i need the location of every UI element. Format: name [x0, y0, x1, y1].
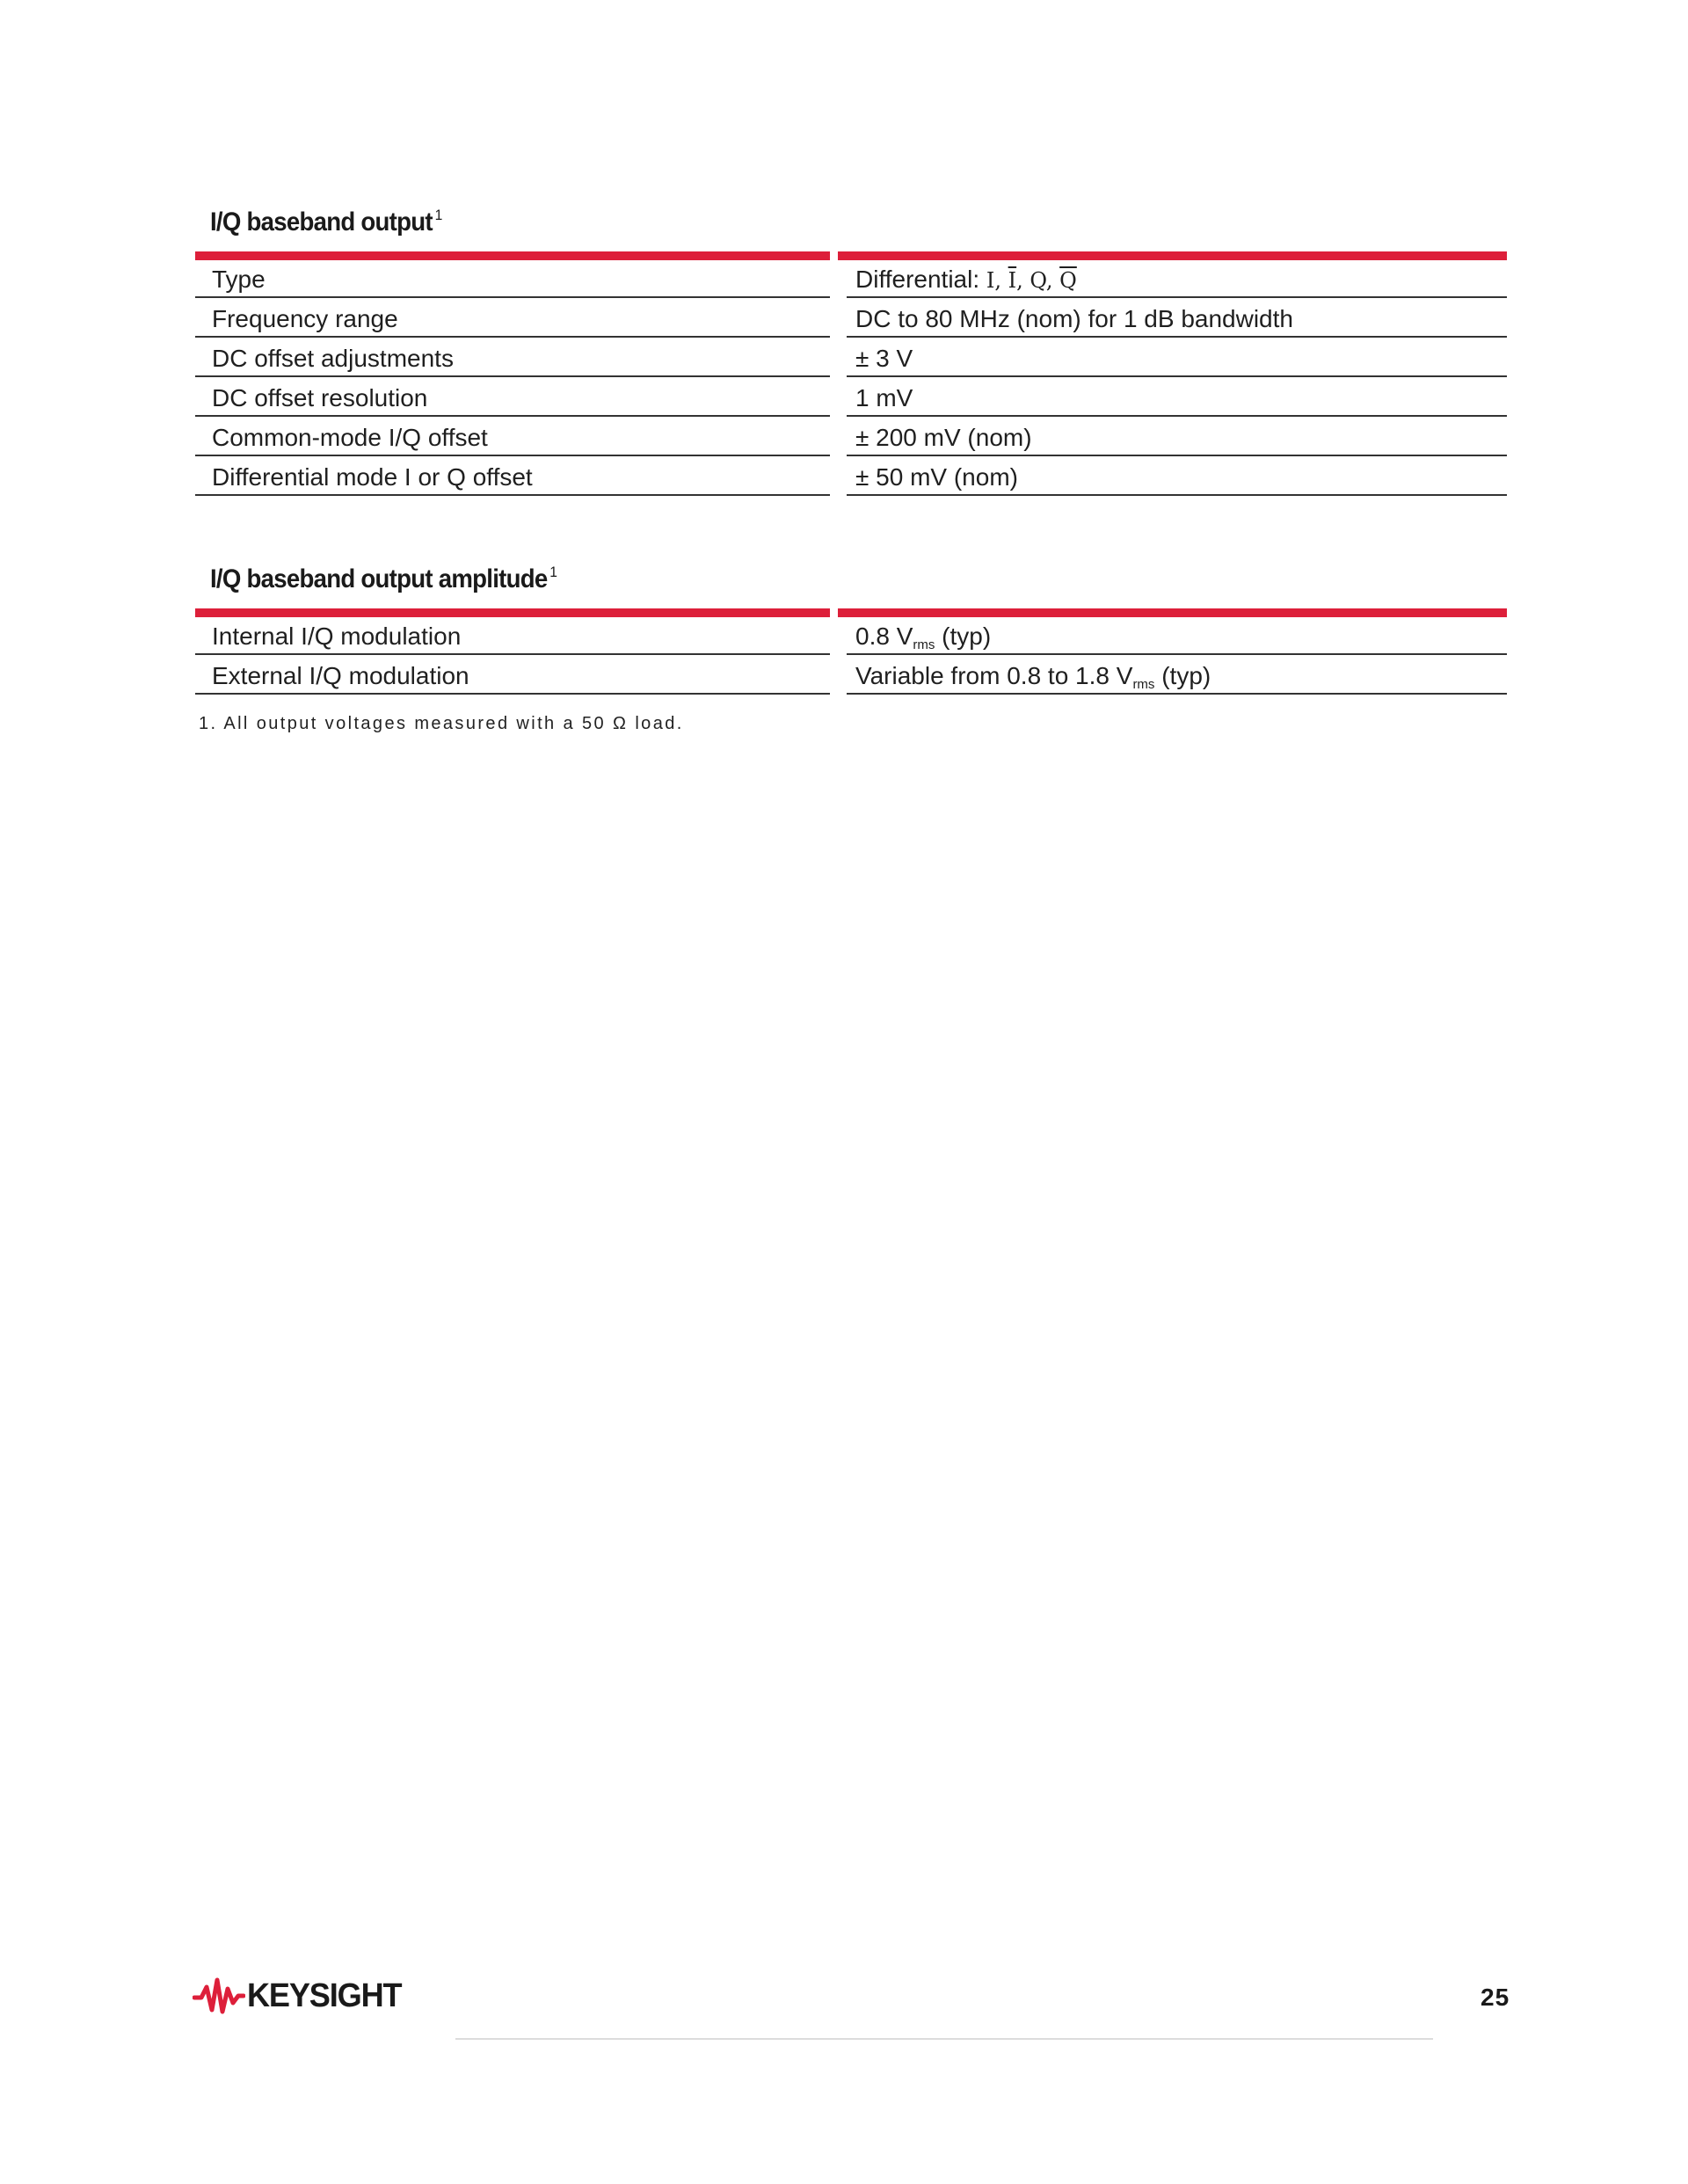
- section-title-text: I/Q baseband output amplitude: [210, 564, 548, 593]
- row-value: [847, 260, 1507, 298]
- footnote-ref: 1: [434, 207, 442, 223]
- row-value: ± 3 V: [847, 339, 1507, 377]
- value-prefix: Differential:: [855, 266, 986, 293]
- keysight-logo: [193, 1977, 410, 2015]
- keysight-wave-icon: [193, 1977, 245, 2015]
- footnote-ref: 1: [549, 564, 557, 580]
- table-header-bar: [838, 608, 1507, 617]
- row-label: DC offset adjustments: [195, 339, 830, 377]
- table-row: [195, 379, 1507, 419]
- value-suffix: (typ): [935, 622, 992, 650]
- row-label: Type: [195, 260, 830, 298]
- table-row: [195, 617, 1507, 657]
- logo-text: KEYSIGHT: [247, 1977, 402, 2014]
- row-label: Common-mode I/Q offset: [195, 419, 830, 456]
- table-row: [195, 300, 1507, 339]
- value-subscript: rms: [913, 637, 935, 652]
- row-label: Internal I/Q modulation: [195, 617, 830, 655]
- section-title-iq-baseband-output: [210, 207, 442, 237]
- separator: ,: [994, 268, 1008, 293]
- signal-i-bar: $\overline{I}$: [1008, 268, 1017, 293]
- section-title-iq-baseband-output-amplitude: [210, 564, 557, 594]
- row-label: External I/Q modulation: [195, 657, 830, 695]
- table-header-bar: [838, 251, 1507, 260]
- row-label: Frequency range: [195, 300, 830, 338]
- value-subscript: rms: [1132, 677, 1155, 692]
- value-suffix: (typ): [1154, 662, 1211, 689]
- table-row: [195, 657, 1507, 696]
- spec-table-iq-baseband-output: [195, 251, 1507, 494]
- signal-q-bar: $\overline{Q}$: [1059, 268, 1077, 293]
- table-row: [195, 419, 1507, 458]
- iq-signal-list: [986, 268, 1077, 293]
- row-value: ± 200 mV (nom): [847, 419, 1507, 456]
- signal-i: I: [986, 268, 995, 293]
- table-header-bar: [195, 251, 830, 260]
- signal-q: Q: [1030, 268, 1046, 293]
- value-text: Variable from 0.8 to 1.8 V: [855, 662, 1133, 689]
- table-row: [195, 339, 1507, 379]
- footer-divider: [455, 2038, 1433, 2040]
- table-row: [195, 458, 1507, 498]
- spec-table-iq-baseband-output-amplitude: [195, 608, 1507, 696]
- row-value: [847, 617, 1507, 655]
- footnote: 1. All output voltages measured with a 50 Ω load.: [199, 714, 684, 733]
- row-label: DC offset resolution: [195, 379, 830, 417]
- table-header-bar: [195, 608, 830, 617]
- value-text: 0.8 V: [855, 622, 913, 650]
- row-value: ± 50 mV (nom): [847, 458, 1507, 496]
- row-value: DC to 80 MHz (nom) for 1 dB bandwidth: [847, 300, 1507, 338]
- row-label: Differential mode I or Q offset: [195, 458, 830, 496]
- page-number: 25: [1481, 1984, 1510, 2011]
- separator: ,: [1016, 268, 1030, 293]
- separator: ,: [1045, 268, 1060, 293]
- row-value: [847, 657, 1507, 695]
- section-title-text: I/Q baseband output: [210, 207, 433, 237]
- table-row: [195, 260, 1507, 300]
- row-value: 1 mV: [847, 379, 1507, 417]
